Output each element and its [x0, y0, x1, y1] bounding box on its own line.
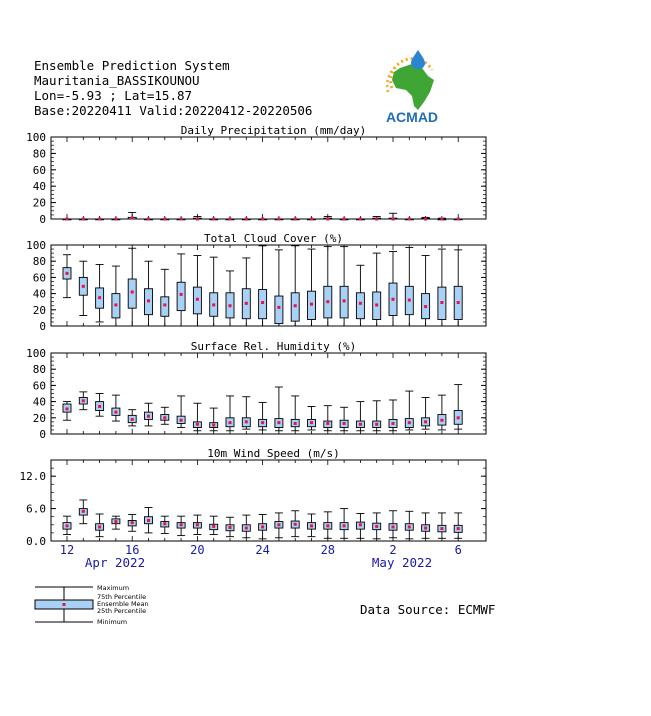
mean-marker — [180, 523, 183, 526]
y-tick-label: 100 — [26, 131, 46, 144]
box-day-14 — [275, 387, 283, 431]
box-day-16 — [308, 218, 316, 221]
box-day-25 — [454, 250, 462, 326]
mean-marker — [82, 399, 85, 402]
mean-marker — [294, 304, 297, 307]
x-tick-label: 2 — [389, 543, 397, 557]
box-day-5 — [128, 515, 136, 532]
box-day-21 — [389, 213, 397, 220]
iqr-box — [259, 290, 267, 319]
y-tick-label: 100 — [26, 347, 46, 360]
box-day-8 — [177, 254, 185, 326]
acmad-logo-text: ACMAD — [385, 109, 439, 125]
mean-marker — [114, 303, 117, 306]
mean-marker — [294, 523, 297, 526]
box-day-9 — [193, 403, 201, 431]
box-day-14 — [275, 218, 283, 221]
mean-marker — [440, 218, 443, 221]
box-day-15 — [291, 511, 299, 537]
mean-marker — [98, 218, 101, 221]
box-day-20 — [373, 513, 381, 539]
y-tick-label: 20 — [32, 411, 46, 425]
box-day-3 — [96, 218, 104, 221]
legend — [35, 584, 149, 626]
box-day-12 — [242, 258, 250, 326]
y-tick-label: 40 — [32, 180, 46, 194]
mean-marker — [147, 299, 150, 302]
y-tick-label: 60 — [32, 163, 46, 177]
mean-marker — [98, 405, 101, 408]
mean-marker — [359, 423, 362, 426]
mean-marker — [212, 303, 215, 306]
mean-marker — [310, 218, 313, 221]
box-day-13 — [259, 515, 267, 539]
mean-marker — [229, 218, 232, 221]
box-day-13 — [259, 402, 267, 430]
iqr-box — [177, 282, 185, 310]
box-day-2 — [79, 500, 87, 524]
mean-marker — [147, 218, 150, 221]
mean-marker — [408, 525, 411, 528]
mean-marker — [245, 302, 248, 305]
mean-marker — [277, 306, 280, 309]
mean-marker — [131, 217, 134, 220]
panel-4 — [20, 447, 487, 548]
box-day-4 — [112, 516, 120, 529]
box-day-3 — [96, 264, 104, 322]
box-day-8 — [177, 516, 185, 535]
mean-marker — [66, 272, 69, 275]
box-day-1 — [63, 402, 71, 421]
y-tick-label: 0 — [39, 320, 46, 333]
box-day-17 — [324, 512, 332, 538]
box-day-24 — [438, 218, 446, 221]
box-day-2 — [79, 218, 87, 221]
box-day-18 — [340, 218, 348, 221]
y-tick-label: 0 — [39, 428, 46, 441]
box-day-10 — [210, 516, 218, 534]
y-tick-label: 40 — [32, 287, 46, 301]
box-day-23 — [422, 217, 430, 220]
mean-marker — [424, 305, 427, 308]
panel-3 — [26, 340, 486, 441]
panel-1 — [26, 124, 486, 226]
mean-marker — [310, 303, 313, 306]
mean-marker — [196, 423, 199, 426]
mean-marker — [424, 527, 427, 530]
box-day-7 — [161, 407, 169, 424]
box-day-24 — [438, 513, 446, 538]
mean-marker — [375, 303, 378, 306]
box-day-9 — [193, 256, 201, 326]
box-day-20 — [373, 217, 381, 221]
y-tick-label: 100 — [26, 239, 46, 252]
mean-marker — [359, 523, 362, 526]
box-day-23 — [422, 513, 430, 538]
box-day-18 — [340, 509, 348, 539]
mean-marker — [147, 519, 150, 522]
mean-marker — [359, 218, 362, 221]
box-day-13 — [259, 246, 267, 326]
box-day-12 — [242, 515, 250, 538]
box-day-4 — [112, 266, 120, 326]
box-day-6 — [145, 403, 153, 426]
mean-marker — [82, 285, 85, 288]
legend-label-p75: 75th Percentile — [97, 593, 147, 601]
mean-marker — [277, 523, 280, 526]
mean-marker — [440, 527, 443, 530]
box-day-14 — [275, 250, 283, 326]
y-tick-label: 40 — [32, 395, 46, 409]
mean-marker — [424, 218, 427, 221]
box-day-24 — [438, 395, 446, 430]
box-day-10 — [210, 257, 218, 326]
box-day-8 — [177, 396, 185, 428]
mean-marker — [196, 298, 199, 301]
mean-marker — [457, 527, 460, 530]
box-day-10 — [210, 408, 218, 431]
box-day-16 — [308, 514, 316, 537]
mean-marker — [212, 424, 215, 427]
panel-title: Total Cloud Cover (%) — [203, 232, 344, 245]
box-day-16 — [308, 249, 316, 326]
mean-marker — [180, 218, 183, 221]
y-tick-label: 6.0 — [26, 502, 46, 516]
box-day-3 — [96, 514, 104, 537]
mean-marker — [229, 421, 232, 424]
mean-marker — [66, 218, 69, 221]
box-day-5 — [128, 212, 136, 219]
box-day-1 — [63, 218, 71, 221]
box-day-9 — [193, 217, 201, 221]
header-title: Ensemble Prediction System — [34, 58, 230, 73]
box-day-22 — [405, 511, 413, 539]
mean-marker — [163, 416, 166, 419]
iqr-box — [275, 296, 283, 324]
mean-marker — [261, 525, 264, 528]
mean-marker — [457, 301, 460, 304]
x-tick-label: 6 — [454, 543, 462, 557]
box-day-19 — [356, 402, 364, 431]
mean-marker — [114, 520, 117, 523]
box-day-21 — [389, 400, 397, 431]
mean-marker — [392, 298, 395, 301]
mean-marker — [180, 419, 183, 422]
mean-marker — [98, 296, 101, 299]
panel-title: Daily Precipitation (mm/day) — [180, 124, 367, 137]
mean-marker — [326, 524, 329, 527]
box-day-19 — [356, 265, 364, 326]
box-day-20 — [373, 253, 381, 326]
x-tick-label: 24 — [255, 543, 270, 557]
box-day-6 — [145, 218, 153, 221]
mean-marker — [277, 421, 280, 424]
mean-marker — [196, 218, 199, 221]
legend-label-mean: Ensemble Mean — [97, 600, 149, 608]
box-day-5 — [128, 410, 136, 426]
mean-marker — [408, 299, 411, 302]
mean-marker — [326, 300, 329, 303]
mean-marker — [326, 422, 329, 425]
box-day-22 — [405, 218, 413, 221]
mean-marker — [294, 422, 297, 425]
box-day-17 — [324, 217, 332, 221]
box-day-19 — [356, 218, 364, 221]
box-day-4 — [112, 218, 120, 221]
box-day-17 — [324, 406, 332, 431]
box-day-5 — [128, 248, 136, 326]
mean-marker — [359, 302, 362, 305]
mean-marker — [229, 304, 232, 307]
box-day-8 — [177, 218, 185, 221]
box-day-22 — [405, 247, 413, 326]
mean-marker — [163, 218, 166, 221]
mean-marker — [229, 526, 232, 529]
mean-marker — [163, 522, 166, 525]
box-day-21 — [389, 511, 397, 538]
mean-marker — [180, 293, 183, 296]
box-day-15 — [291, 396, 299, 431]
mean-marker — [310, 421, 313, 424]
mean-marker — [98, 525, 101, 528]
box-day-25 — [454, 513, 462, 538]
box-day-9 — [193, 515, 201, 534]
mean-marker — [212, 218, 215, 221]
mean-marker — [261, 301, 264, 304]
box-day-1 — [63, 255, 71, 298]
box-day-11 — [226, 271, 234, 326]
mean-marker — [131, 290, 134, 293]
box-day-21 — [389, 251, 397, 326]
mean-marker — [440, 301, 443, 304]
mean-marker — [66, 524, 69, 527]
panel-title: 10m Wind Speed (m/s) — [207, 447, 340, 460]
mean-marker — [245, 527, 248, 530]
y-tick-label: 12.0 — [19, 470, 46, 484]
box-day-19 — [356, 513, 364, 538]
header-dates: Base:20220411 Valid:20220412-20220506 — [34, 103, 313, 118]
x-tick-label: 28 — [320, 543, 336, 557]
mean-marker — [457, 218, 460, 221]
box-day-24 — [438, 249, 446, 326]
panel-title: Surface Rel. Humidity (%) — [190, 340, 357, 353]
iqr-box — [161, 297, 169, 316]
mean-marker — [66, 407, 69, 410]
legend-label-min: Minimum — [97, 618, 128, 626]
box-day-17 — [324, 247, 332, 326]
mean-marker — [163, 303, 166, 306]
mean-marker — [424, 420, 427, 423]
mean-marker — [147, 415, 150, 418]
mean-marker — [392, 525, 395, 528]
box-day-11 — [226, 517, 234, 536]
header-station: Mauritania_BASSIKOUNOU — [34, 73, 200, 88]
mean-marker — [408, 421, 411, 424]
box-day-7 — [161, 516, 169, 533]
y-tick-label: 80 — [32, 147, 46, 161]
box-day-15 — [291, 246, 299, 326]
box-day-18 — [340, 407, 348, 430]
mean-marker — [131, 418, 134, 421]
month-label: May 2022 — [371, 555, 433, 570]
mean-marker — [114, 411, 117, 414]
x-tick-label: 16 — [124, 543, 140, 557]
box-day-11 — [226, 396, 234, 431]
box-day-25 — [454, 218, 462, 221]
mean-marker — [82, 218, 85, 221]
mean-marker — [310, 524, 313, 527]
mean-marker — [114, 218, 117, 221]
mean-marker — [82, 510, 85, 513]
box-day-7 — [161, 218, 169, 221]
mean-marker — [343, 422, 346, 425]
mean-marker — [375, 525, 378, 528]
box-day-16 — [308, 406, 316, 429]
y-tick-label: 0 — [39, 213, 46, 226]
panel-frame — [51, 353, 486, 434]
box-day-11 — [226, 218, 234, 221]
mean-marker — [440, 419, 443, 422]
iqr-box — [128, 279, 136, 308]
mean-marker — [261, 421, 264, 424]
data-source: Data Source: ECMWF — [360, 602, 496, 617]
legend-label-p25: 25th Percentile — [97, 607, 147, 615]
y-tick-label: 80 — [32, 363, 46, 377]
legend-mean-marker — [63, 603, 66, 606]
mean-marker — [261, 218, 264, 221]
box-day-6 — [145, 261, 153, 326]
mean-marker — [277, 218, 280, 221]
box-day-18 — [340, 247, 348, 326]
mean-marker — [131, 521, 134, 524]
mean-marker — [375, 218, 378, 221]
y-tick-label: 0.0 — [26, 535, 46, 548]
y-tick-label: 20 — [32, 303, 46, 317]
box-day-14 — [275, 513, 283, 538]
box-day-13 — [259, 218, 267, 221]
mean-marker — [245, 420, 248, 423]
x-axis — [60, 543, 462, 570]
mean-marker — [343, 218, 346, 221]
x-tick-label: 12 — [59, 543, 75, 557]
mean-marker — [392, 218, 395, 221]
mean-marker — [326, 218, 329, 221]
panel-frame — [51, 137, 486, 219]
box-day-22 — [405, 391, 413, 430]
mean-marker — [196, 523, 199, 526]
y-tick-label: 60 — [32, 379, 46, 393]
box-day-25 — [454, 385, 462, 430]
mean-marker — [457, 416, 460, 419]
mean-marker — [245, 218, 248, 221]
mean-marker — [375, 423, 378, 426]
panel-2 — [26, 232, 486, 333]
box-day-20 — [373, 401, 381, 431]
box-day-15 — [291, 218, 299, 221]
x-tick-label: 20 — [190, 543, 205, 557]
box-day-4 — [112, 395, 120, 421]
box-day-12 — [242, 397, 250, 429]
box-day-23 — [422, 398, 430, 430]
box-day-2 — [79, 261, 87, 315]
mean-marker — [343, 299, 346, 302]
box-day-6 — [145, 508, 153, 533]
mean-marker — [212, 525, 215, 528]
mean-marker — [392, 422, 395, 425]
iqr-box — [356, 293, 364, 319]
y-tick-label: 80 — [32, 255, 46, 269]
box-day-1 — [63, 516, 71, 534]
mean-marker — [294, 218, 297, 221]
box-day-10 — [210, 218, 218, 221]
legend-label-max: Maximum — [97, 584, 130, 592]
y-tick-label: 20 — [32, 196, 46, 210]
box-day-2 — [79, 392, 87, 410]
mean-marker — [343, 524, 346, 527]
box-day-7 — [161, 269, 169, 326]
box-day-23 — [422, 256, 430, 326]
y-tick-label: 60 — [32, 271, 46, 285]
header-coordinates: Lon=-5.93 ; Lat=15.87 — [34, 88, 193, 103]
box-day-12 — [242, 218, 250, 221]
box-day-3 — [96, 394, 104, 417]
mean-marker — [408, 218, 411, 221]
month-label: Apr 2022 — [84, 555, 146, 570]
